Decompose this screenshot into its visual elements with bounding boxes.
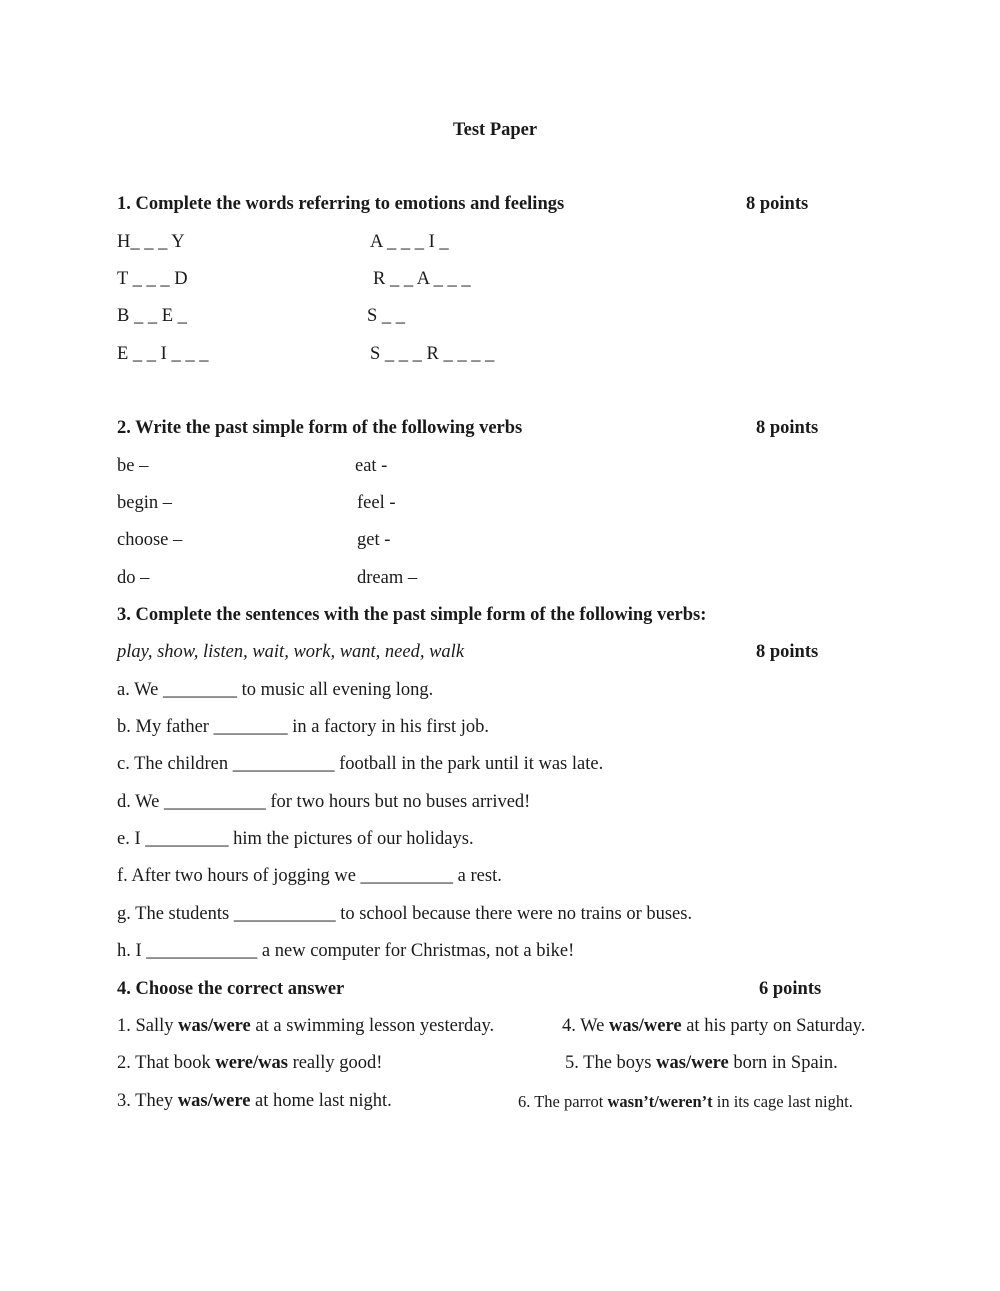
- section-4-heading: 4. Choose the correct answer: [117, 979, 345, 999]
- choice-options: was/were: [178, 1016, 251, 1036]
- word-puzzle-item: R _ _ A _ _ _: [373, 269, 471, 289]
- choice-item: [117, 1092, 392, 1111]
- verb-item: get -: [357, 530, 391, 550]
- choice-text: really good!: [287, 1053, 383, 1073]
- section-2-points: 8 points: [756, 418, 819, 438]
- choice-text: in its cage last night.: [712, 1092, 853, 1111]
- verb-item: choose –: [117, 530, 183, 550]
- choice-item: [565, 1054, 838, 1073]
- word-puzzle-item: A _ _ _ I _: [370, 232, 449, 252]
- section-1-points: 8 points: [746, 194, 809, 214]
- sentence-item: c. The children ___________ football in the park until it was late.: [117, 754, 604, 774]
- choice-text: at his party on Saturday.: [681, 1016, 866, 1036]
- word-puzzle-item: S _ _: [367, 306, 406, 326]
- word-puzzle-item: B _ _ E _: [117, 306, 187, 326]
- word-puzzle-item: T _ _ _ D: [117, 269, 188, 289]
- verb-item: feel -: [357, 493, 396, 513]
- sentence-item: h. I ____________ a new computer for Christmas, not a bike!: [117, 941, 575, 961]
- section-1-heading: 1. Complete the words referring to emotions and feelings: [117, 194, 565, 214]
- verb-list: play, show, listen, wait, work, want, need, walk: [117, 642, 465, 662]
- choice-item: [117, 1017, 494, 1036]
- choice-options: was/were: [608, 1016, 682, 1036]
- choice-options: was/were: [177, 1091, 251, 1111]
- verb-item: eat -: [355, 456, 388, 476]
- sentence-item: d. We ___________ for two hours but no buses arrived!: [117, 792, 531, 812]
- choice-text: 2. That book: [117, 1053, 216, 1073]
- sentence-item: f. After two hours of jogging we __________ a rest.: [117, 866, 502, 886]
- section-2-heading: 2. Write the past simple form of the following verbs: [117, 418, 523, 438]
- sentence-item: b. My father ________ in a factory in his first job.: [117, 717, 489, 737]
- choice-text: born in Spain.: [728, 1053, 838, 1073]
- choice-text: 1. Sally: [117, 1016, 179, 1036]
- sentence-item: e. I _________ him the pictures of our holidays.: [117, 829, 474, 849]
- choice-text: 3. They: [117, 1091, 178, 1111]
- word-puzzle-item: H_ _ _ Y: [117, 232, 185, 252]
- sentence-item: a. We ________ to music all evening long.: [117, 680, 434, 700]
- verb-item: begin –: [117, 493, 172, 513]
- choice-options: were/was: [215, 1053, 288, 1073]
- choice-options: was/were: [656, 1053, 729, 1073]
- page-title: Test Paper: [453, 120, 538, 140]
- verb-item: be –: [117, 456, 149, 476]
- choice-text: at home last night.: [250, 1091, 392, 1111]
- section-3-points: 8 points: [756, 642, 819, 662]
- choice-item: [562, 1017, 865, 1036]
- choice-item: [518, 1094, 853, 1111]
- verb-item: do –: [117, 568, 150, 588]
- section-3-heading: 3. Complete the sentences with the past simple form of the following verbs:: [117, 605, 707, 625]
- verb-item: dream –: [357, 568, 418, 588]
- choice-text: 5. The boys: [565, 1053, 657, 1073]
- choice-text: 6. The parrot: [518, 1092, 608, 1111]
- choice-text: 4. We: [562, 1016, 609, 1036]
- word-puzzle-item: S _ _ _ R _ _ _ _: [370, 344, 495, 364]
- section-4-points: 6 points: [759, 979, 822, 999]
- choice-options: wasn’t/weren’t: [607, 1092, 713, 1111]
- sentence-item: g. The students ___________ to school because there were no trains or buses.: [117, 904, 693, 924]
- choice-text: at a swimming lesson yesterday.: [250, 1016, 495, 1036]
- word-puzzle-item: E _ _ I _ _ _: [117, 344, 209, 364]
- choice-item: [117, 1054, 382, 1073]
